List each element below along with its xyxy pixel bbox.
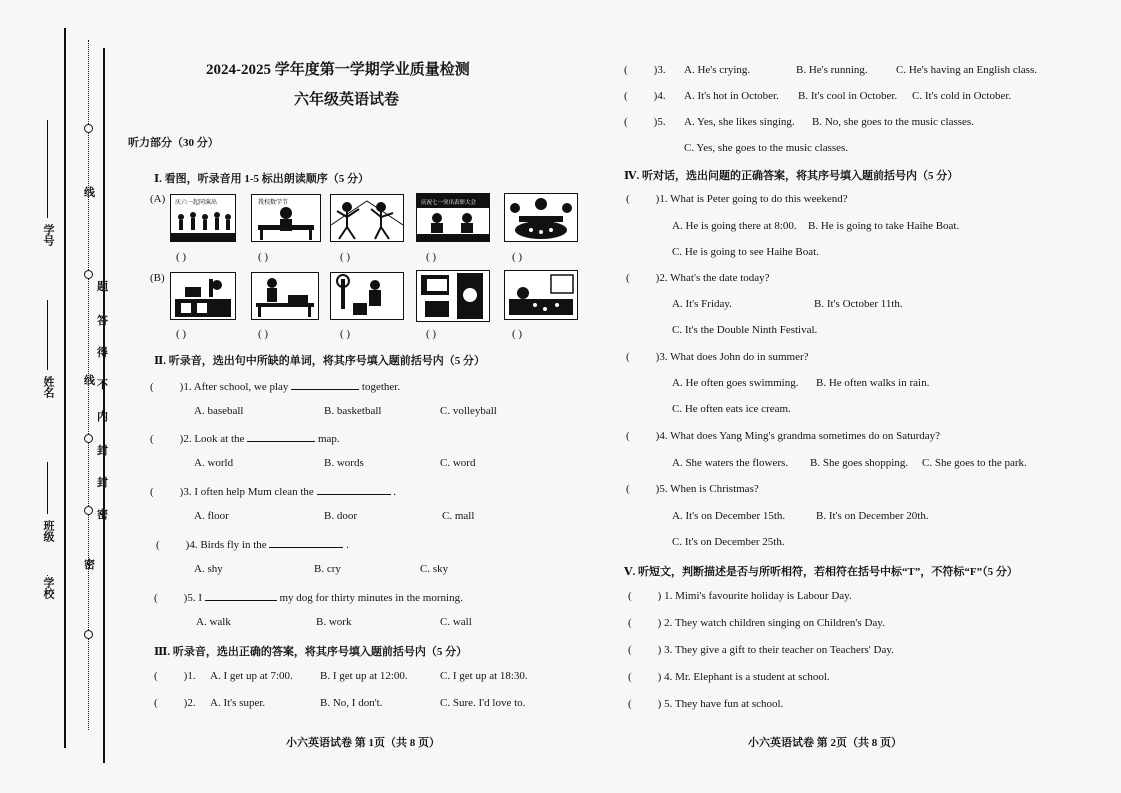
option-b: B. words [324,457,364,469]
answer-paren[interactable]: ( ) [258,251,269,263]
option-a: A. He often goes swimming. [672,377,799,389]
binding-hole [84,506,93,515]
class-label: 班级 [42,520,54,542]
answer-paren-open[interactable]: ( [150,486,154,498]
picture-a3 [330,194,404,242]
option-c: C. It's the Double Ninth Festival. [672,324,818,336]
option-b: B. It's on December 20th. [816,510,929,522]
class-field[interactable] [38,462,58,572]
option-c: C. She goes to the park. [922,457,1027,469]
question-4-2: ( )2. What's the date today? [626,272,770,284]
seal-char: 密 [97,509,108,521]
option-b: B. basketball [324,405,382,417]
svg-text:我校数学节: 我校数学节 [258,199,289,206]
picture-a4 [416,193,490,242]
question-3-1: ( )1. [154,670,196,682]
picture-a5 [504,193,578,242]
page-footer: 小六英语试卷 第 1页（共 8 页） [286,737,440,749]
option-c: C. He often eats ice cream. [672,403,791,415]
option-c: C. volleyball [440,405,497,417]
option-a: A. He's crying. [684,64,751,76]
svg-text:庆六一起同演出: 庆六一起同演出 [175,199,218,206]
school-field[interactable] [38,575,58,675]
answer-paren[interactable]: ( ) [340,328,351,340]
exam-subtitle: 六年级英语试卷 [294,92,400,108]
option-a: A. It's super. [210,697,266,709]
binding-hole [84,270,93,279]
answer-paren[interactable]: ( ) [512,328,523,340]
row-a-label: (A) [150,193,166,205]
answer-paren-open[interactable]: ( [626,193,630,205]
option-c: C. wall [440,616,472,628]
option-a: A. I get up at 7:00. [210,670,293,682]
option-c: C. sky [420,563,449,575]
picture-b2 [251,272,319,320]
binding-rule-right [103,48,105,763]
answer-paren-open[interactable]: ( [626,272,630,284]
question-2-3: ( )3. I often help Mum clean the . [150,486,397,498]
answer-paren[interactable]: ( ) [340,251,351,263]
exam-title: 2024-2025 学年度第一学期学业质量检测 [206,62,470,78]
option-a: A. walk [196,616,231,628]
option-c: C. He is going to see Haihe Boat. [672,246,819,258]
question-2-1: ( )1. After school, we play together. [150,381,401,393]
option-b: B. No, she goes to the music classes. [812,116,974,128]
option-b: B. I get up at 12:00. [320,670,408,682]
picture-b5 [504,270,578,320]
seal-char: 封 [97,477,108,489]
option-b: B. He is going to take Haihe Boat. [808,220,960,232]
picture-b4 [416,270,490,322]
option-c: C. I get up at 18:30. [440,670,528,682]
seal-char: 不 [97,379,108,391]
option-a: A. Yes, she likes singing. [684,116,795,128]
option-c: C. He's having an English class. [896,64,1037,76]
question-4-3: ( )3. What does John do in summer? [626,351,809,363]
section-3-title: Ⅲ. 听录音，选出正确的答案，将其序号填入题前括号内（5 分） [154,646,468,658]
seal-char: 密 [84,559,95,571]
answer-paren-open[interactable]: ( [626,483,630,495]
option-a: A. It's Friday. [672,298,732,310]
question-4-1: ( )1. What is Peter going to do this weekend? [626,193,848,205]
picture-b1 [170,272,236,320]
option-a: A. It's on December 15th. [672,510,786,522]
answer-paren-open[interactable]: ( [626,430,630,442]
option-a: A. baseball [194,405,244,417]
answer-paren-open[interactable]: ( [628,617,632,629]
tf-item: ( ) 3. They give a gift to their teacher on Teachers' Day. [628,644,894,656]
answer-paren[interactable]: ( ) [426,251,437,263]
question-4-5: ( )5. When is Christmas? [626,483,759,495]
option-c: C. Yes, she goes to the music classes. [684,142,849,154]
answer-paren[interactable]: ( ) [426,328,437,340]
answer-paren-open[interactable]: ( [624,116,628,128]
fill-blank[interactable] [247,431,315,442]
option-b: B. He often walks in rain. [816,377,930,389]
row-b-label: (B) [150,272,165,284]
page-1 [110,0,610,793]
svg-text:庆祝七一突出表彰大会: 庆祝七一突出表彰大会 [421,200,477,206]
option-c: C. It's cold in October. [912,90,1012,102]
answer-paren-open[interactable]: ( [150,381,154,393]
answer-paren-open[interactable]: ( [150,433,154,445]
option-a: A. shy [194,563,223,575]
answer-paren[interactable]: ( ) [176,251,187,263]
answer-paren-open[interactable]: ( [628,590,632,602]
answer-paren-open[interactable]: ( [154,670,158,682]
answer-paren[interactable]: ( ) [512,251,523,263]
section-2-title: Ⅱ. 听录音，选出句中所缺的单词，将其序号填入题前括号内（5 分） [154,355,486,367]
option-a: A. world [194,457,234,469]
answer-paren-open[interactable]: ( [156,539,160,551]
question-2-5: ( )5. I my dog for thirty minutes in the morning. [154,592,463,604]
option-c: C. Sure. I'd love to. [440,697,526,709]
option-a: A. He is going there at 8:00. [672,220,797,232]
binding-hole [84,630,93,639]
answer-paren-open[interactable]: ( [628,671,632,683]
option-b: B. door [324,510,357,522]
option-b: B. No, I don't. [320,697,383,709]
section-1-title: Ⅰ. 看图，听录音用 1-5 标出朗读顺序（5 分） [154,173,370,185]
option-b: B. She goes shopping. [810,457,909,469]
student-id-field[interactable] [38,120,58,280]
question-3-4: ( )4. [624,90,666,102]
answer-paren[interactable]: ( ) [176,328,187,340]
seal-char: 得 [97,347,108,359]
answer-paren[interactable]: ( ) [258,328,269,340]
tf-item: ( ) 4. Mr. Elephant is a student at school. [628,671,830,683]
answer-paren-open[interactable]: ( [628,698,632,710]
seal-char: 线 [84,187,95,199]
student-name-field[interactable] [38,300,58,420]
option-b: B. It's cool in October. [798,90,898,102]
picture-a1 [170,194,236,242]
option-b: B. It's October 11th. [814,298,903,310]
fill-blank[interactable] [317,484,391,495]
fill-blank[interactable] [269,537,343,548]
answer-paren-open[interactable]: ( [624,90,628,102]
answer-paren-open[interactable]: ( [154,592,158,604]
option-b: B. He's running. [796,64,868,76]
listening-header: 听力部分（30 分） [128,137,219,149]
question-3-2: ( )2. [154,697,196,709]
seal-char: 线 [84,375,95,387]
student-name-label: 姓名 [42,376,54,398]
picture-b3 [330,272,404,320]
option-c: C. It's on December 25th. [672,536,785,548]
tf-item: ( ) 1. Mimi's favourite holiday is Labour Day. [628,590,852,602]
section-4-title: Ⅳ. 听对话，选出问题的正确答案，将其序号填入题前括号内（5 分） [624,170,959,182]
seal-char: 封 [97,445,108,457]
question-3-3: ( )3. [624,64,666,76]
option-c: C. word [440,457,476,469]
tf-item: ( ) 5. They have fun at school. [628,698,784,710]
question-3-5: ( )5. [624,116,666,128]
fill-blank[interactable] [291,379,359,390]
answer-paren-open[interactable]: ( [154,697,158,709]
page-2 [612,0,1112,793]
binding-strip [0,0,110,793]
option-b: B. cry [314,563,341,575]
binding-rule-outer [64,28,66,748]
option-b: B. work [316,616,352,628]
question-2-4: ( )4. Birds fly in the . [156,539,349,551]
question-2-2: ( )2. Look at the map. [150,433,340,445]
page-footer: 小六英语试卷 第 2页（共 8 页） [748,737,902,749]
answer-paren-open[interactable]: ( [628,644,632,656]
seal-char: 内 [97,411,108,423]
binding-hole [84,124,93,133]
answer-paren-open[interactable]: ( [626,351,630,363]
school-label: 学校 [42,577,54,599]
fill-blank[interactable] [205,590,277,601]
seal-char: 答 [97,315,108,327]
seal-char: 题 [97,281,108,293]
answer-paren-open[interactable]: ( [624,64,628,76]
option-a: A. floor [194,510,229,522]
binding-hole [84,434,93,443]
tf-item: ( ) 2. They watch children singing on Children's Day. [628,617,885,629]
student-id-label: 学号 [42,224,54,246]
option-c: C. mall [442,510,475,522]
option-a: A. It's hot in October. [684,90,779,102]
section-5-title: Ⅴ. 听短文，判断描述是否与所听相符，若相符在括号中标“T”，不符标“F”（5 分） [624,566,1018,578]
option-a: A. She waters the flowers. [672,457,789,469]
picture-a2 [251,194,321,242]
question-4-4: ( )4. What does Yang Ming's grandma sometimes do on Saturday? [626,430,941,442]
